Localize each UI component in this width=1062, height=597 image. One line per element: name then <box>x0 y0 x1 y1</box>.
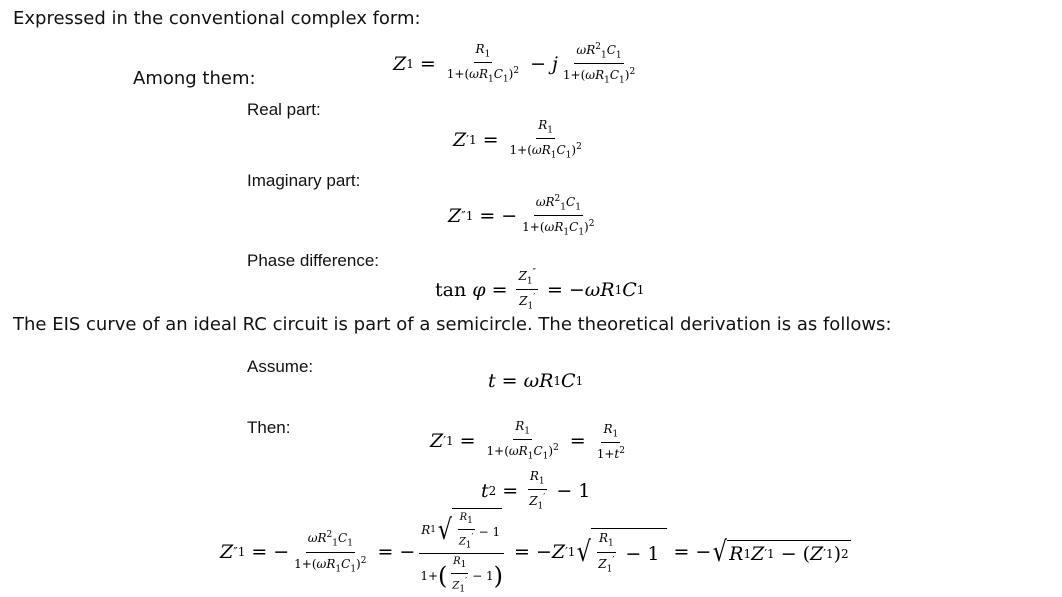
phase-label: Phase difference: <box>247 251 379 270</box>
eis-text: The EIS curve of an ideal RC circuit is part of a semicircle. The theoretical derivation is as follows: <box>13 314 892 335</box>
imag-label: Imaginary part: <box>247 171 361 190</box>
equation-real-part: Z ′ 1 = $\frac{R_1}{1+(\omega R_1C_1)^2}$ <box>453 118 582 161</box>
equation-complex-form <box>393 40 640 88</box>
real-label: Real part: <box>247 100 321 119</box>
assume-label: Assume: <box>247 357 314 376</box>
fraction: $\frac{R_1}{1+(\omega R_1C_1)^2}$ <box>446 41 520 85</box>
equation-imaginary-part: Z ″ 1 = − $\frac{\omega R^2_1C_1}{1+(\omega R_1C_1)^2}$ <box>448 194 595 238</box>
minus-sign: − <box>530 52 546 75</box>
intro-text: Expressed in the conventional complex form: <box>13 8 421 29</box>
equation-then-real: Z ′ 1 = $\frac{R_1}{1+(\omega R_1C_1)^2}$ = $\frac{R_1}{1+t^2}$ <box>430 419 625 462</box>
eq-var: Z <box>393 52 407 75</box>
fraction: $\frac{R_1}{Z_1'}$ <box>529 469 546 512</box>
fraction: $\frac{R_1}{1+(\omega R_1C_1)^2}$ <box>509 118 582 161</box>
fraction: $\frac{Z_1''}{Z_1'}$ <box>518 268 536 312</box>
fraction: $\frac{R_1}{1+(\omega R_1C_1)^2}$ <box>486 419 559 462</box>
fraction: $\frac{\omega R^2_1C_1}{1+(\omega R_1C_1)^2}$ <box>294 530 367 575</box>
equation-t-squared: t 2 = $\frac{R_1}{Z_1'}$ − 1 <box>481 469 591 512</box>
fraction: $\frac{\omega R^2_1C_1}{1+(\omega R_1C_1)^2}$ <box>522 194 595 238</box>
fraction-nested: R 1 √ $\frac{R_1}{Z_1'}$ − 1 1 + ( $\frac{R_1}{Z_1'}$ − 1 ) <box>418 508 505 597</box>
then-label: Then: <box>247 418 291 437</box>
equation-derivation: Z ″ 1 = − $\frac{\omega R^2_1C_1}{1+(\omega R_1C_1)^2}$ = − R 1 √ $\frac{R_1}{Z_1'}$ − 1 1 + ( $\frac{R_1}{Z_1'}$ − 1 ) = − Z ′ 1 √ $\frac{R_1}{Z_1'}$ − 1 = − √ R 1 Z ′ 1 − ( Z ′ 1 ) 2 <box>220 508 851 597</box>
equation-assume: t = ω R 1 C 1 <box>488 370 584 392</box>
among-label: Among them: <box>133 68 256 89</box>
sqrt: √ $\frac{R_1}{Z_1'}$ − 1 <box>436 508 502 552</box>
fraction: $\frac{R_1}{1+t^2}$ <box>596 421 625 462</box>
imag-unit: j <box>551 52 558 75</box>
sqrt: √ R 1 Z ′ 1 − ( Z ′ 1 ) 2 <box>713 535 849 569</box>
eq-sub: 1 <box>406 56 414 71</box>
fraction: $\frac{\omega R^2_1C_1}{1+(\omega R_1C_1)^2}$ <box>562 42 636 86</box>
eq-sign: = <box>419 52 436 75</box>
equation-phase: tan φ = $\frac{Z_1''}{Z_1'}$ = − ω R 1 C 1 <box>435 268 645 312</box>
sqrt: √ $\frac{R_1}{Z_1'}$ − 1 <box>575 528 667 576</box>
